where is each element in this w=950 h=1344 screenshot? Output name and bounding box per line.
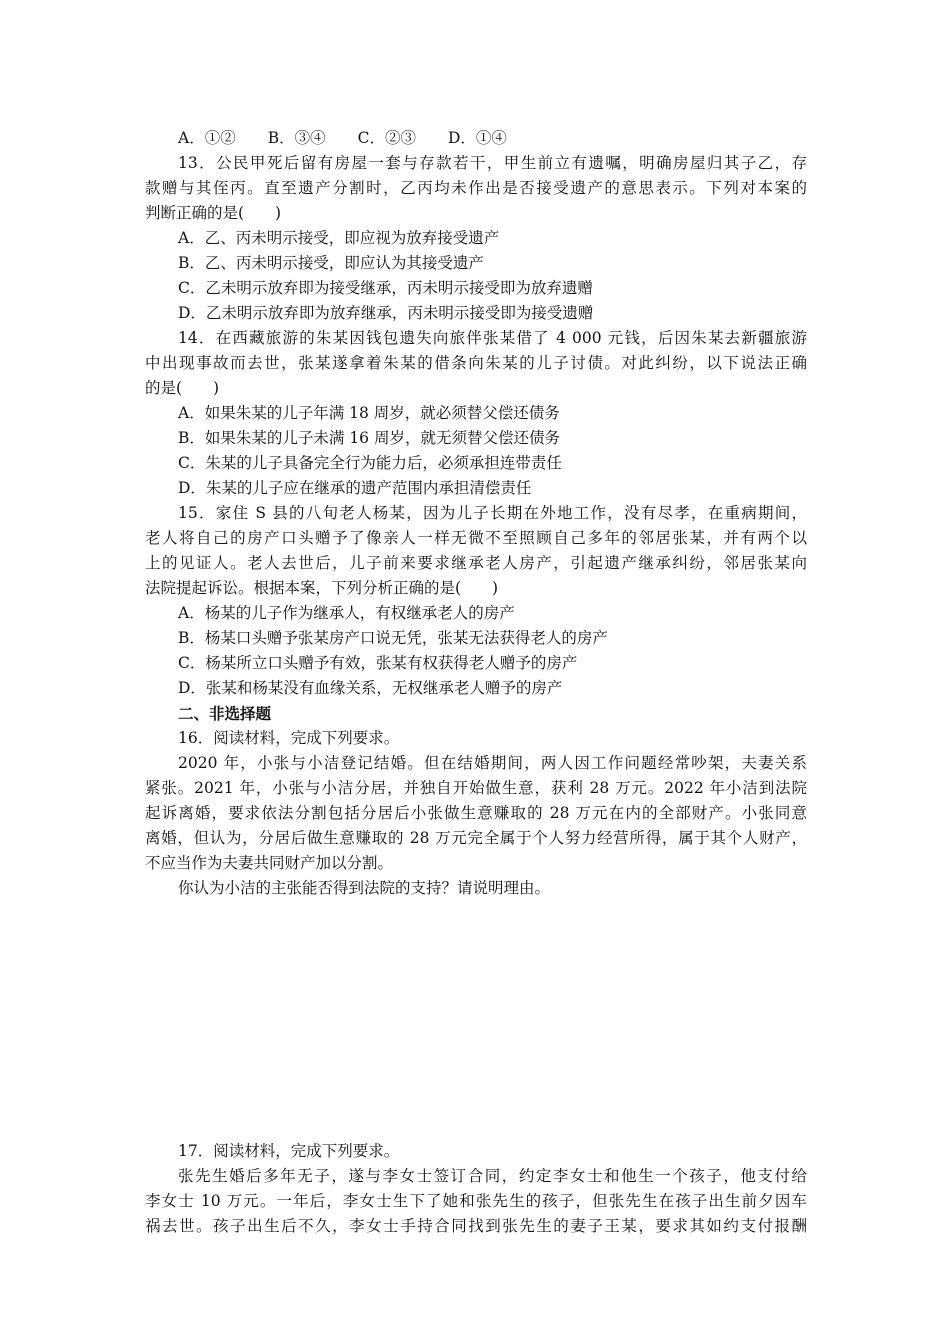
q14-option-c: C．朱某的儿子具备完全行为能力后，必须承担连带责任	[178, 454, 562, 472]
q13-stem-line: 13．公民甲死后留有房屋一套与存款若干，甲生前立有遗嘱，明确房屋归其子乙，存	[178, 154, 807, 172]
q16-material-line: 紧张。2021 年，小张与小洁分居，并独自开始做生意，获利 28 万元。2022 年小洁到法院	[145, 779, 807, 797]
q17-material-line: 张先生婚后多年无子，遂与李女士签订合同，约定李女士和他生一个孩子，他支付给	[178, 1167, 807, 1185]
q17-material-line: 李女士 10 万元。一年后，李女士生下了她和张先生的孩子，但张先生在孩子出生前夕因车	[145, 1192, 807, 1210]
q12-option-b: B．③④	[267, 129, 326, 147]
section-title: 二、非选择题	[178, 704, 272, 723]
q13-option-c: C．乙未明示放弃即为接受继承，丙未明示接受即为放弃遗赠	[178, 279, 593, 297]
q17-intro: 17．阅读材料，完成下列要求。	[178, 1142, 400, 1160]
q15-stem-line: 15．家住 S 县的八旬老人杨某，因为儿子长期在外地工作，没有尽孝，在重病期间，	[178, 504, 807, 522]
q14-stem-line: 中出现事故而去世，张某遂拿着朱某的借条向朱某的儿子讨债。对此纠纷，以下说法正确	[145, 354, 807, 372]
q14-stem-line: 的是( )	[145, 379, 220, 397]
q13-option-a: A．乙、丙未明示接受，即应视为放弃接受遗产	[178, 229, 500, 247]
q13-stem-line: 判断正确的是( )	[145, 204, 282, 222]
q16-material-line: 不应当作为夫妻共同财产加以分割。	[145, 854, 394, 872]
q15-option-b: B．杨某口头赠予张某房产口说无凭，张某无法获得老人的房产	[178, 629, 608, 647]
q16-material-line: 起诉离婚，要求依法分割包括分居后小张做生意赚取的 28 万元在内的全部财产。小张同意	[145, 804, 807, 822]
q12-option-a: A．①②	[178, 129, 236, 147]
q14-stem-line: 14．在西藏旅游的朱某因钱包遗失向旅伴张某借了 4 000 元钱，后因朱某去新疆旅游	[178, 329, 807, 347]
q16-intro: 16．阅读材料，完成下列要求。	[178, 729, 400, 747]
q13-option-d: D．乙未明示放弃即为放弃继承，丙未明示接受即为接受遗赠	[178, 304, 594, 322]
q15-stem-line: 上的见证人。老人去世后，儿子前来要求继承老人房产，引起遗产继承纠纷，邻居张某向	[145, 554, 807, 572]
q12-option-d: D．①④	[447, 129, 507, 147]
q15-option-a: A．杨某的儿子作为继承人，有权继承老人的房产	[178, 604, 515, 622]
q17-material-line: 祸去世。孩子出生后不久，李女士手持合同找到张先生的妻子王某，要求其如约支付报酬	[145, 1217, 807, 1235]
q12-options	[145, 126, 807, 151]
q13-option-b: B．乙、丙未明示接受，即应认为其接受遗产	[178, 254, 484, 272]
q15-stem-line: 老人将自己的房产口头赠予了像亲人一样无微不至照顾自己多年的邻居张某，并有两个以	[145, 529, 807, 547]
q16-question: 你认为小洁的主张能否得到法院的支持？请说明理由。	[178, 879, 551, 897]
q15-option-c: C．杨某所立口头赠予有效，张某有权获得老人赠予的房产	[178, 654, 578, 672]
q16-material-line: 2020 年，小张与小洁登记结婚。但在结婚期间，两人因工作问题经常吵架，夫妻关系	[178, 754, 807, 772]
q15-option-d: D．张某和杨某没有血缘关系，无权继承老人赠予的房产	[178, 679, 563, 697]
q14-option-a: A．如果朱某的儿子年满 18 周岁，就必须替父偿还债务	[178, 404, 560, 422]
q12-option-c: C．②③	[357, 129, 416, 147]
q15-stem-line: 法院提起诉讼。根据本案，下列分析正确的是( )	[145, 579, 499, 597]
q13-stem-line: 款赠与其侄丙。直至遗产分割时，乙丙均未作出是否接受遗产的意思表示。下列对本案的	[145, 179, 807, 197]
q16-material-line: 离婚，但认为，分居后做生意赚取的 28 万元完全属于个人努力经营所得，属于其个人财产，	[145, 829, 807, 847]
q14-option-b: B．如果朱某的儿子未满 16 周岁，就无须替父偿还债务	[178, 429, 560, 447]
q14-option-d: D．朱某的儿子应在继承的遗产范围内承担清偿责任	[178, 479, 532, 497]
document-body	[145, 126, 807, 1239]
answer-space	[145, 901, 807, 1139]
